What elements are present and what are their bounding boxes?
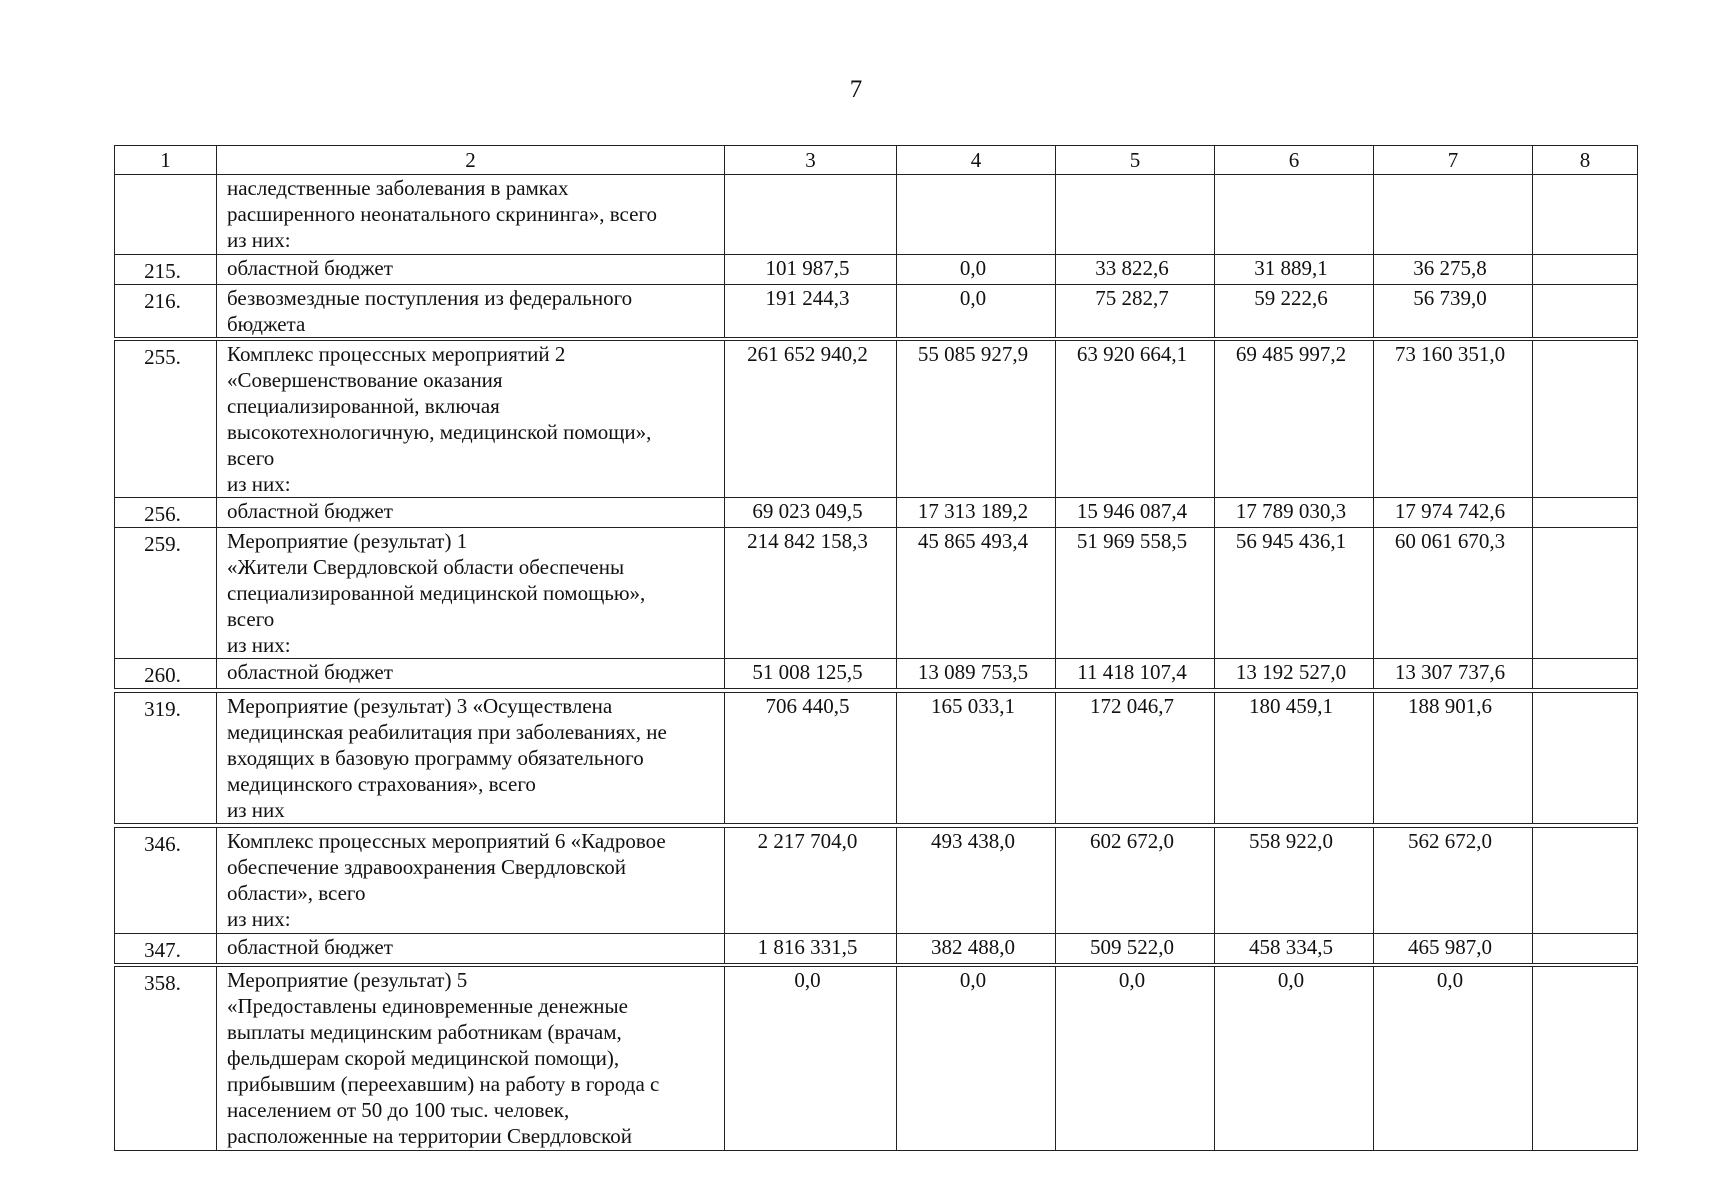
value-cell-col-3: 2 217 704,0 [725,828,897,934]
description-line: Комплекс процессных мероприятий 6 «Кадровое [227,829,666,853]
value-cell-col-3: 261 652 940,2 [725,341,897,498]
value-cell-col-4: 55 085 927,9 [897,341,1056,498]
description-line: населением от 50 до 100 тыс. человек, [227,1098,570,1122]
value-cell-col-4: 382 488,0 [897,934,1056,964]
column-header: 1 [115,146,217,175]
description-line: обеспечение здравоохранения Свердловской [227,855,626,879]
header-row [115,146,1638,175]
value-cell-col-3: 706 440,5 [725,693,897,824]
row-number: 358. [115,967,217,1151]
column-header: 7 [1374,146,1533,175]
description-line: областной бюджет [227,499,393,523]
row-description [217,285,725,338]
description-line: входящих в базовую программу обязательного [227,746,644,770]
description-line: расположенные на территории Свердловской [227,1124,632,1148]
value-cell-col-5: 75 282,7 [1056,285,1215,338]
value-cell-col-8 [1533,175,1638,255]
description-line: областной бюджет [227,256,393,280]
value-cell-col-4: 0,0 [897,255,1056,285]
description-line: из них [227,798,285,822]
row-number: 255. [115,341,217,498]
value-cell-col-3: 101 987,5 [725,255,897,285]
description-line: «Жители Свердловской области обеспечены [227,555,625,579]
value-cell-col-6: 180 459,1 [1215,693,1374,824]
description-line: специализированной, включая [227,394,500,418]
value-cell-col-7: 17 974 742,6 [1374,498,1533,528]
row-number: 319. [115,693,217,824]
column-header: 8 [1533,146,1638,175]
description-line: «Совершенствование оказания [227,368,503,392]
row-description [217,341,725,498]
value-cell-col-7: 0,0 [1374,967,1533,1151]
value-cell-col-4: 45 865 493,4 [897,528,1056,659]
value-cell-col-6: 0,0 [1215,967,1374,1151]
value-cell-col-3: 214 842 158,3 [725,528,897,659]
value-cell-col-8 [1533,693,1638,824]
row-description [217,693,725,824]
table-block [114,340,1638,528]
value-cell-col-5: 33 822,6 [1056,255,1215,285]
value-cell-col-5: 15 946 087,4 [1056,498,1215,528]
value-cell-col-8 [1533,498,1638,528]
value-cell-col-3: 191 244,3 [725,285,897,338]
description-line: «Предоставлены единовременные денежные [227,994,628,1018]
value-cell-col-8 [1533,659,1638,689]
value-cell-col-7: 36 275,8 [1374,255,1533,285]
description-line: из них: [227,633,291,657]
description-line: бюджета [227,312,306,336]
value-cell-col-7: 73 160 351,0 [1374,341,1533,498]
value-cell-col-6: 17 789 030,3 [1215,498,1374,528]
row-number: 256. [115,498,217,528]
value-cell-col-6: 458 334,5 [1215,934,1374,964]
row-description [217,659,725,689]
value-cell-col-4: 493 438,0 [897,828,1056,934]
table-row [115,659,1638,689]
description-line: всего [227,446,275,470]
value-cell-col-8 [1533,828,1638,934]
column-header: 6 [1215,146,1374,175]
table-row [115,255,1638,285]
value-cell-col-4: 165 033,1 [897,693,1056,824]
value-cell-col-8 [1533,967,1638,1151]
value-cell-col-5 [1056,175,1215,255]
value-cell-col-8 [1533,341,1638,498]
table-row [115,341,1638,498]
value-cell-col-6: 69 485 997,2 [1215,341,1374,498]
table-row [115,967,1638,1151]
row-description [217,498,725,528]
description-line: медицинского страхования», всего [227,772,536,796]
value-cell-col-5: 0,0 [1056,967,1215,1151]
table-block [114,527,1638,689]
row-description [217,967,725,1151]
value-cell-col-7: 56 739,0 [1374,285,1533,338]
description-line: прибывшим (переехавшим) на работу в города с [227,1072,660,1096]
description-line: из них: [227,228,291,252]
value-cell-col-3 [725,175,897,255]
value-cell-col-5: 509 522,0 [1056,934,1215,964]
table-block [114,692,1638,824]
table-row [115,934,1638,964]
page-number: 7 [849,76,863,103]
row-number: 260. [115,659,217,689]
value-cell-col-8 [1533,285,1638,338]
value-cell-col-3: 1 816 331,5 [725,934,897,964]
row-number: 347. [115,934,217,964]
value-cell-col-6: 31 889,1 [1215,255,1374,285]
value-cell-col-4: 17 313 189,2 [897,498,1056,528]
table-row [115,285,1638,338]
value-cell-col-8 [1533,255,1638,285]
row-number: 259. [115,528,217,659]
description-line: расширенного неонатального скрининга», всего [227,202,658,226]
row-description [217,255,725,285]
value-cell-col-5: 63 920 664,1 [1056,341,1215,498]
column-header: 3 [725,146,897,175]
table-row [115,175,1638,255]
description-line: Мероприятие (результат) 1 [227,529,468,553]
column-header: 2 [217,146,725,175]
table-block [114,966,1638,1151]
value-cell-col-4: 13 089 753,5 [897,659,1056,689]
value-cell-col-7: 465 987,0 [1374,934,1533,964]
table-row [115,828,1638,934]
table-row [115,498,1638,528]
value-cell-col-6: 59 222,6 [1215,285,1374,338]
description-line: медицинская реабилитация при заболеваниях, не [227,720,667,744]
description-line: из них: [227,472,291,496]
row-description [217,175,725,255]
row-number: 215. [115,255,217,285]
value-cell-col-4: 0,0 [897,285,1056,338]
value-cell-col-5: 172 046,7 [1056,693,1215,824]
row-description [217,528,725,659]
value-cell-col-7: 60 061 670,3 [1374,528,1533,659]
description-line: областной бюджет [227,660,393,684]
description-line: Мероприятие (результат) 3 «Осуществлена [227,694,613,718]
value-cell-col-5: 602 672,0 [1056,828,1215,934]
description-line: наследственные заболевания в рамках [227,176,569,200]
value-cell-col-4 [897,175,1056,255]
value-cell-col-3: 69 023 049,5 [725,498,897,528]
description-line: безвозмездные поступления из федерального [227,286,633,310]
value-cell-col-3: 51 008 125,5 [725,659,897,689]
value-cell-col-7: 13 307 737,6 [1374,659,1533,689]
row-number: 216. [115,285,217,338]
description-line: фельдшерам скорой медицинской помощи), [227,1046,620,1070]
description-line: высокотехнологичную, медицинской помощи», [227,420,652,444]
value-cell-col-8 [1533,528,1638,659]
description-line: из них: [227,907,291,931]
row-description [217,828,725,934]
value-cell-col-6: 56 945 436,1 [1215,528,1374,659]
column-header: 5 [1056,146,1215,175]
value-cell-col-6: 558 922,0 [1215,828,1374,934]
value-cell-col-5: 11 418 107,4 [1056,659,1215,689]
value-cell-col-5: 51 969 558,5 [1056,528,1215,659]
description-line: всего [227,607,275,631]
value-cell-col-6 [1215,175,1374,255]
table-block [114,145,1638,338]
value-cell-col-3: 0,0 [725,967,897,1151]
description-line: выплаты медицинским работникам (врачам, [227,1020,622,1044]
table-block [114,827,1638,964]
column-header: 4 [897,146,1056,175]
description-line: области», всего [227,881,366,905]
description-line: Мероприятие (результат) 5 [227,968,468,992]
value-cell-col-7: 562 672,0 [1374,828,1533,934]
description-line: областной бюджет [227,935,393,959]
row-number [115,175,217,255]
value-cell-col-7 [1374,175,1533,255]
row-number: 346. [115,828,217,934]
row-description [217,934,725,964]
description-line: специализированной медицинской помощью», [227,581,646,605]
table-row [115,528,1638,659]
value-cell-col-8 [1533,934,1638,964]
value-cell-col-6: 13 192 527,0 [1215,659,1374,689]
value-cell-col-7: 188 901,6 [1374,693,1533,824]
description-line: Комплекс процессных мероприятий 2 [227,342,566,366]
table-row [115,693,1638,824]
value-cell-col-4: 0,0 [897,967,1056,1151]
